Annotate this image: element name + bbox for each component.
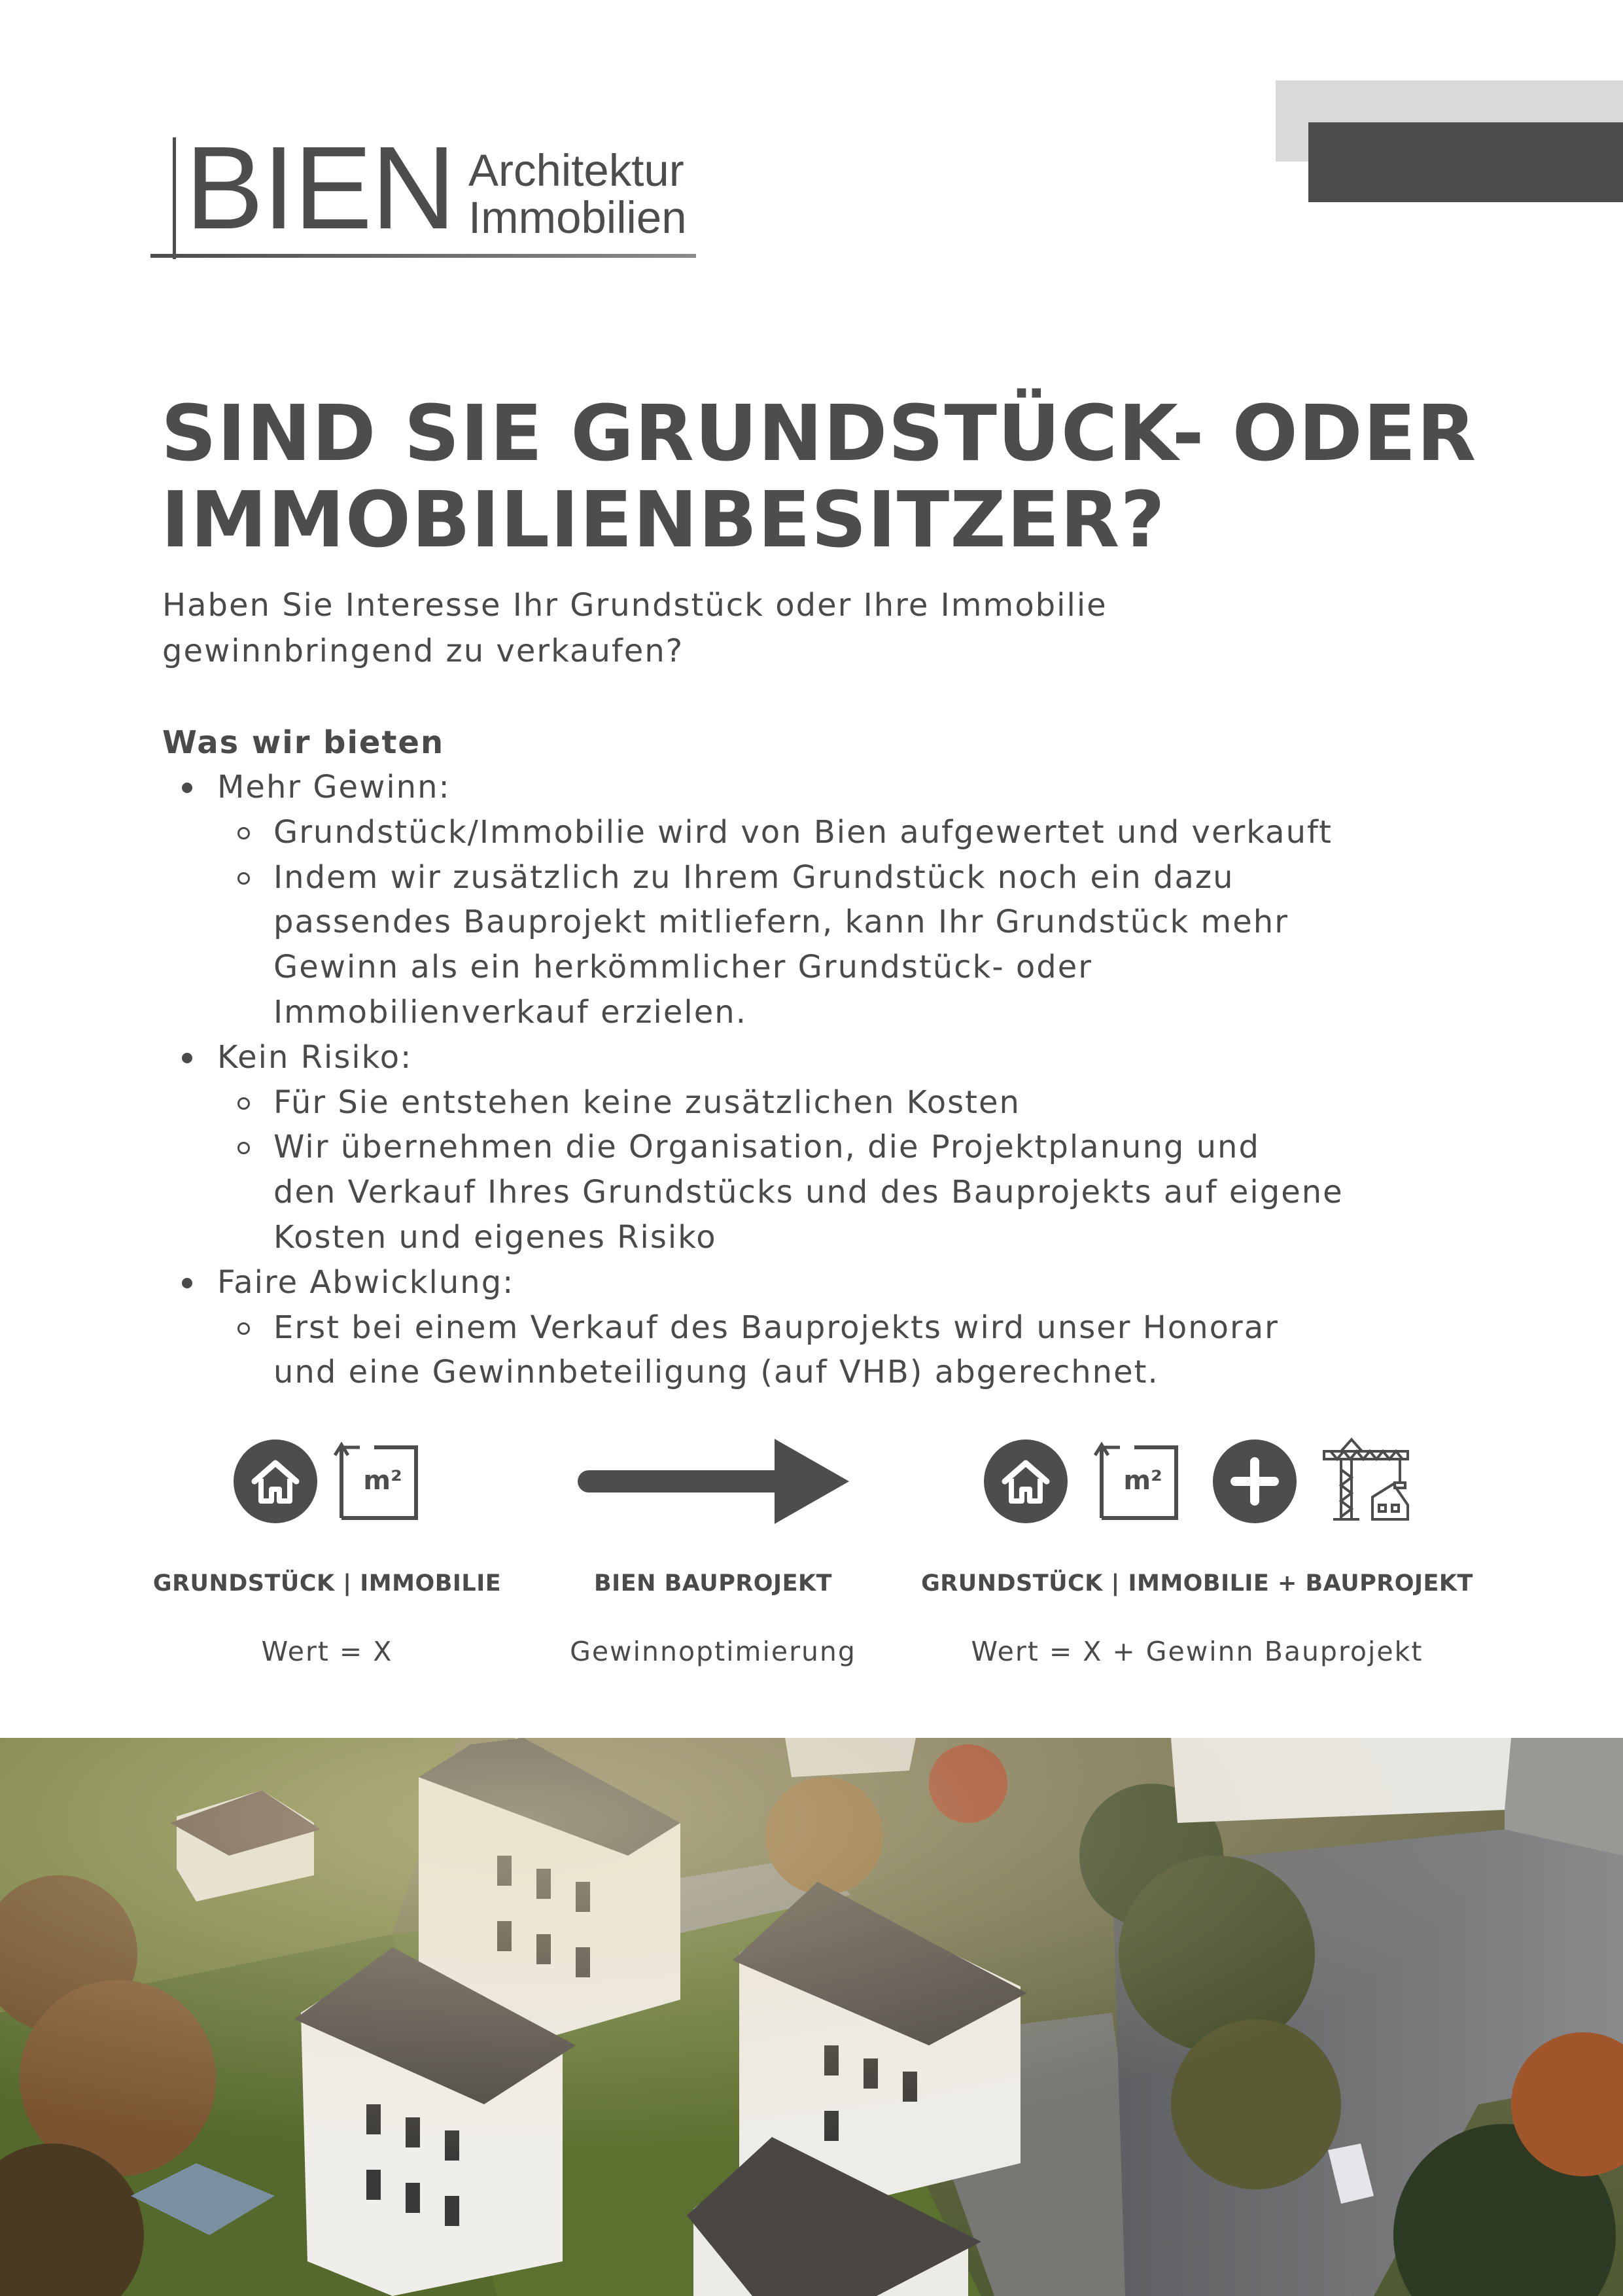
offer-subitem-line: Wir übernehmen die Organisation, die Projektplanung und [273,1129,1260,1166]
offer-subitem-line: Immobilienverkauf erzielen. [273,993,747,1031]
corner-decoration-dark [1308,122,1623,202]
intro-line-1: Haben Sie Interesse Ihr Grundstück oder Ihre Immobilie [162,587,1108,624]
right-value: Wert = X + Gewinn Bauprojekt [971,1636,1423,1667]
offer-item: Mehr Gewinn: [162,765,1457,810]
aerial-project-rendering [0,1738,1623,2296]
logo-underline [150,254,696,258]
page-title-line-2: IMMOBILIENBESITZER? [161,474,1166,565]
offer-subitem-line: Indem wir zusätzlich zu Ihrem Grundstück noch ein dazu [273,858,1234,896]
plus-icon [1213,1439,1297,1523]
offer-subitem-line: Kosten und eigenes Risiko [273,1218,717,1256]
area-m2-icon-2 [1094,1441,1179,1521]
offer-subitem-line: und eine Gewinnbeteiligung (auf VHB) abgerechnet. [273,1354,1159,1391]
offer-subitem-line: Erst bei einem Verkauf des Bauprojekts wird unser Honorar [273,1309,1279,1346]
offer-title: Was wir bieten [162,724,445,761]
page-title-line-1: SIND SIE GRUNDSTÜCK- ODER [161,388,1477,478]
logo-subtitle-2: Immobilien [468,192,687,243]
offer-subitem [162,1080,1457,1125]
intro-text [162,582,1405,674]
left-value: Wert = X [261,1636,393,1667]
offer-subitem [162,1305,1457,1396]
offer-item: Faire Abwicklung: [162,1260,1457,1305]
offer-subitem [162,855,1457,1035]
left-caption: GRUNDSTÜCK | IMMOBILIE [152,1570,502,1597]
logo-mark: BIEN [185,122,455,254]
m2-label: m² [363,1466,402,1496]
middle-value: Gewinnoptimierung [570,1636,856,1667]
crane-construction-icon [1321,1437,1413,1526]
offer-subitem [162,1125,1457,1260]
page-title [161,390,1502,563]
offer-subitem-line: Für Sie entstehen keine zusätzlichen Kosten [273,1084,1021,1121]
offer-subitem-line: Gewinn als ein herkömmlicher Grundstück- oder [273,949,1093,986]
logo-subtitle-1: Architektur [468,145,684,196]
offer-list [162,765,1457,1395]
intro-line-2: gewinnbringend zu verkaufen? [162,633,684,669]
offer-item: Kein Risiko: [162,1035,1457,1080]
house-icon [234,1439,317,1523]
house-icon-2 [984,1439,1068,1523]
offer-subitem-line: Grundstück/Immobilie wird von Bien aufgewertet und verkauft [273,813,1333,851]
right-caption: GRUNDSTÜCK | IMMOBILIE + BAUPROJEKT [921,1570,1473,1597]
offer-subitem-line: den Verkauf Ihres Grundstücks und des Bauprojekts auf eigene [273,1174,1344,1211]
offer-subitem-line: passendes Bauprojekt mitliefern, kann Ihr Grundstück mehr [273,904,1289,941]
area-m2-icon [334,1441,419,1521]
arrow-right-icon [576,1436,850,1527]
m2-label-2: m² [1123,1466,1162,1496]
offer-subitem [162,810,1457,855]
logo-vertical-bar [173,137,176,259]
middle-caption: BIEN BAUPROJEKT [594,1570,832,1597]
